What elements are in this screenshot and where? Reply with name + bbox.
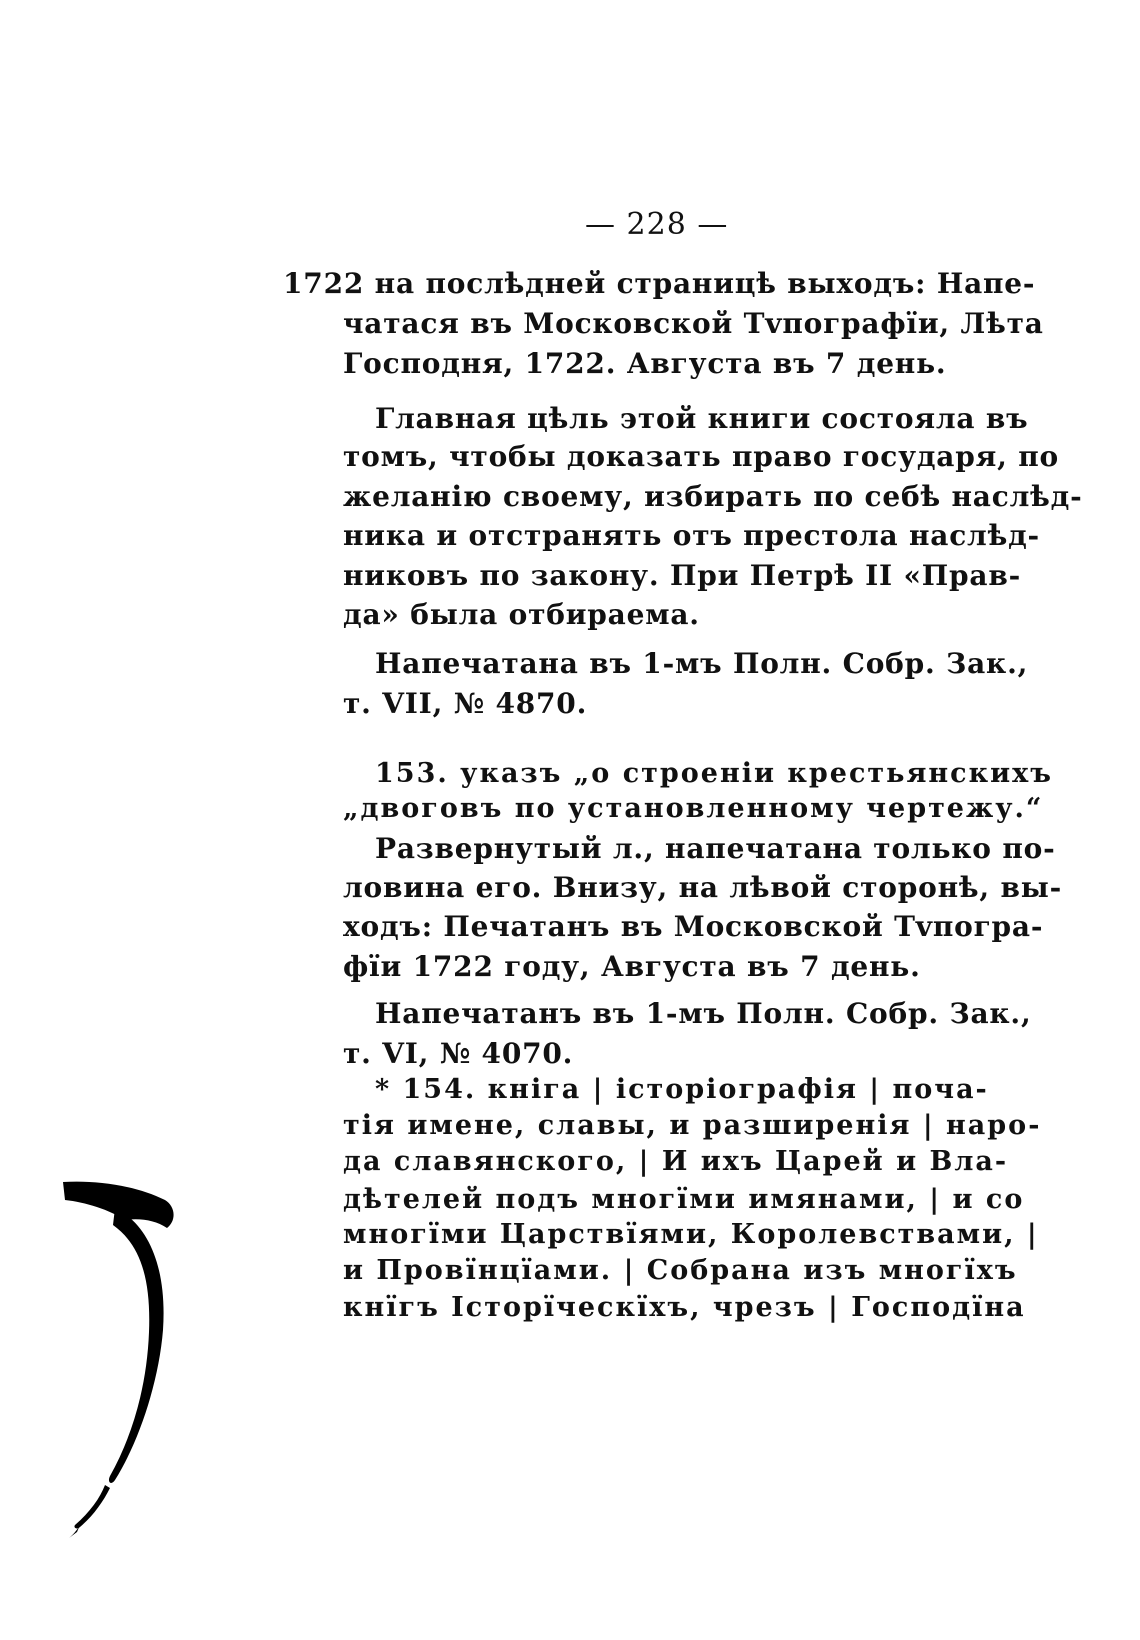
text-line: ловина его. Внизу, на лѣвой сторонѣ, вы- xyxy=(343,871,1062,904)
text-line: Напечатана въ 1-мъ Полн. Собр. Зак., xyxy=(375,647,1029,680)
text-line: никовъ по закону. При Петрѣ II «Прав- xyxy=(343,559,1022,592)
text-line: чатася въ Московской Тvпографїи, Лѣта xyxy=(343,307,1044,340)
text-line: желанію своему, избирать по себѣ наслѣд- xyxy=(343,480,1083,513)
text-line: Господня, 1722. Августа въ 7 день. xyxy=(343,347,947,380)
text-line: 1722 на послѣдней страницѣ выходъ: Напе- xyxy=(283,267,1036,300)
entry-heading-153: 153. указъ „о строеніи крестьянскихъ xyxy=(375,758,1053,789)
text-line: т. VI, № 4070. xyxy=(343,1037,574,1070)
entry-heading-line: многїми Царствїями, Королевствами, | xyxy=(343,1219,1039,1250)
text-line: Развернутый л., напечатана только по- xyxy=(375,832,1056,865)
page-number: — 228 — xyxy=(585,207,729,242)
text-line: да» была отбираема. xyxy=(343,598,700,631)
entry-heading-line: и Провїнцїами. | Собрана изъ многїхъ xyxy=(343,1255,1018,1286)
margin-ink-mark xyxy=(55,1180,195,1540)
entry-heading-line: тія имене, славы, и разширенія | наро- xyxy=(343,1110,1042,1141)
entry-heading-line: „двоговъ по установленному чертежу.“ xyxy=(343,793,1044,824)
entry-heading-line: да славянского, | И ихъ Царей и Вла- xyxy=(343,1146,1009,1177)
entry-heading-154: * 154. кніга | історіографія | поча- xyxy=(375,1074,989,1105)
entry-heading-line: кнїгъ Історїческїхъ, чрезъ | Господїна xyxy=(343,1292,1026,1323)
text-line: Напечатанъ въ 1-мъ Полн. Собр. Зак., xyxy=(375,997,1032,1030)
text-line: ходъ: Печатанъ въ Московской Тvпогра- xyxy=(343,910,1044,943)
text-line: Главная цѣль этой книги состояла въ xyxy=(375,402,1029,435)
text-line: фїи 1722 году, Августа въ 7 день. xyxy=(343,950,921,983)
text-line: томъ, чтобы доказать право государя, по xyxy=(343,440,1059,473)
text-line: ника и отстранять отъ престола наслѣд- xyxy=(343,519,1040,552)
entry-heading-line: дѣтелей подъ многїми имянами, | и со xyxy=(343,1184,1025,1215)
text-line: т. VII, № 4870. xyxy=(343,687,588,720)
